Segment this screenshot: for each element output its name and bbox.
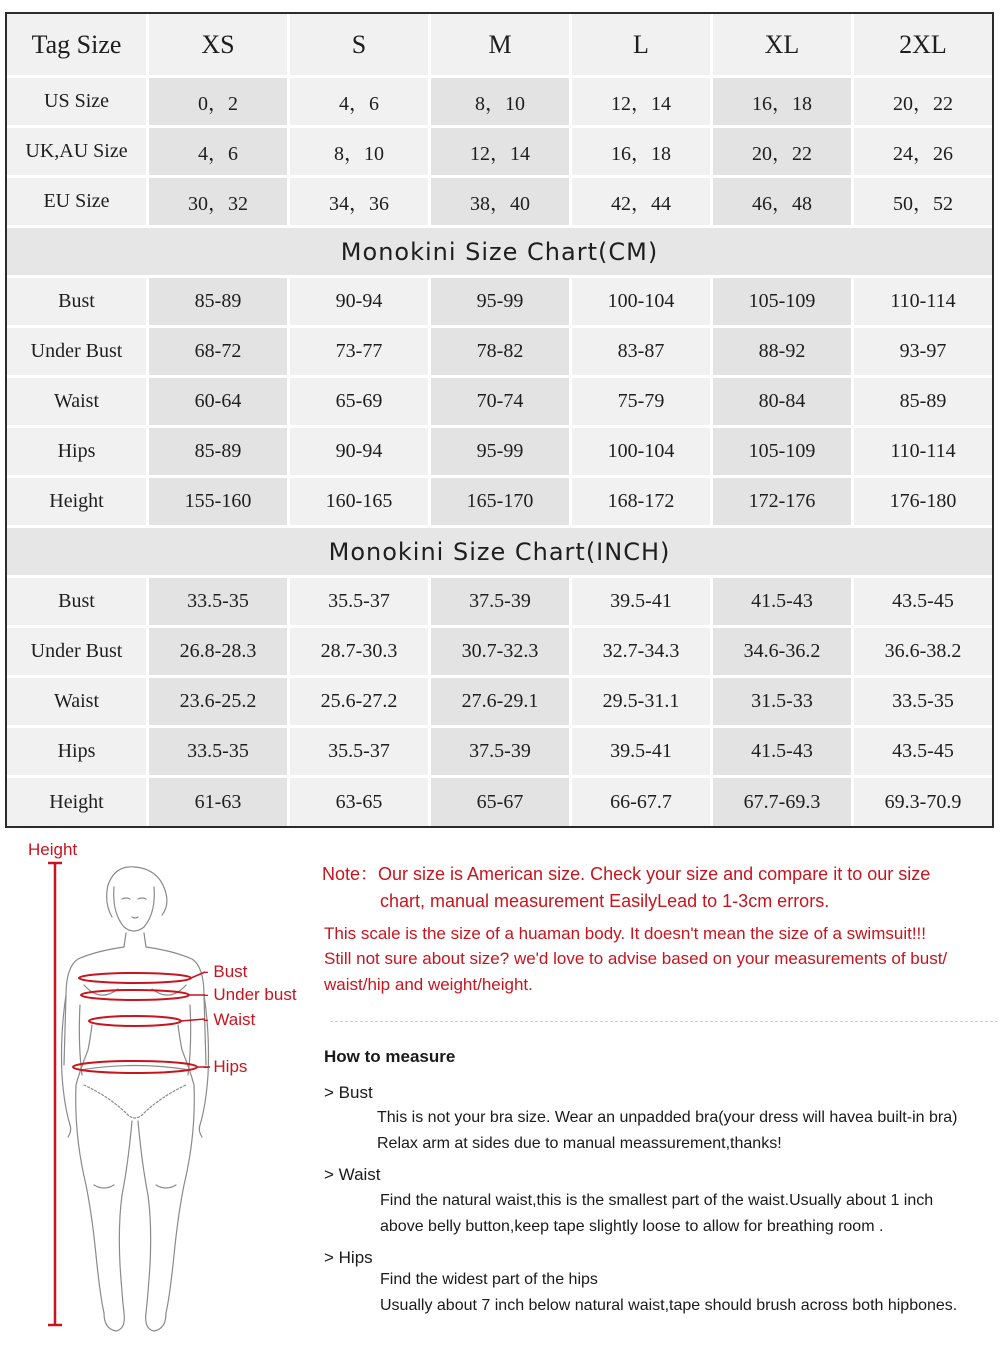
table-cell: 110-114 (854, 428, 992, 478)
row-label: Hips (7, 428, 149, 478)
bust-heading: > Bust (324, 1083, 373, 1102)
table-cell: 68-72 (149, 328, 290, 378)
table-cell: 100-104 (572, 428, 713, 478)
table-cell: 50，52 (854, 178, 992, 228)
table-row (7, 428, 992, 478)
table-cell: 67.7-69.3 (713, 778, 854, 826)
table-row (7, 778, 992, 826)
note-line-3: This scale is the size of a huaman body. It doesn't mean the size of a swimsuit!!! (324, 924, 926, 943)
row-label: UK,AU Size (7, 128, 149, 178)
table-cell: 65-67 (431, 778, 572, 826)
table-cell: 37.5-39 (431, 578, 572, 628)
table-cell: 85-89 (149, 428, 290, 478)
table-cell: 36.6-38.2 (854, 628, 992, 678)
table-cell: 90-94 (290, 278, 431, 328)
table-row (7, 578, 992, 628)
header-cell: M (431, 14, 572, 78)
table-cell: 93-97 (854, 328, 992, 378)
table-row (7, 278, 992, 328)
table-cell: 26.8-28.3 (149, 628, 290, 678)
table-row (7, 328, 992, 378)
bust-instruction-2: Relax arm at sides due to manual meassurement,thanks! (377, 1135, 782, 1152)
table-cell: 95-99 (431, 278, 572, 328)
waist-label: - Waist (203, 1010, 256, 1029)
table-cell: 33.5-35 (149, 728, 290, 778)
header-cell: Tag Size (7, 14, 149, 78)
table-cell: 100-104 (572, 278, 713, 328)
table-row (7, 78, 992, 128)
row-label: Under Bust (7, 328, 149, 378)
table-cell: 41.5-43 (713, 728, 854, 778)
table-cell: 25.6-27.2 (290, 678, 431, 728)
table-cell: 34，36 (290, 178, 431, 228)
table-cell: 73-77 (290, 328, 431, 378)
inch-section-title: Monokini Size Chart(INCH) (7, 528, 992, 578)
table-cell: 165-170 (431, 478, 572, 528)
section-divider (330, 1021, 998, 1022)
waist-instruction-2: above belly button,keep tape slightly loose to allow for breathing room . (380, 1218, 884, 1235)
body-measurement-figure (0, 835, 315, 1340)
table-cell: 43.5-45 (854, 578, 992, 628)
table-cell: 20，22 (854, 78, 992, 128)
table-cell: 39.5-41 (572, 728, 713, 778)
table-cell: 110-114 (854, 278, 992, 328)
table-cell: 85-89 (149, 278, 290, 328)
table-cell: 39.5-41 (572, 578, 713, 628)
table-cell: 12，14 (431, 128, 572, 178)
header-cell: 2XL (854, 14, 992, 78)
waist-heading: > Waist (324, 1165, 381, 1184)
table-cell: 43.5-45 (854, 728, 992, 778)
table-cell: 176-180 (854, 478, 992, 528)
table-cell: 16，18 (572, 128, 713, 178)
size-chart-table (5, 12, 994, 828)
table-cell: 34.6-36.2 (713, 628, 854, 678)
bust-instruction-1: This is not your bra size. Wear an unpadded bra(your dress will havea built-in bra) (377, 1109, 958, 1126)
row-label: Bust (7, 278, 149, 328)
table-cell: 33.5-35 (149, 578, 290, 628)
note-line-2: chart, manual measurement EasilyLead to 1-3cm errors. (380, 891, 830, 911)
header-cell: L (572, 14, 713, 78)
note-line-4: Still not sure about size? we'd love to advise based on your measurements of bust/ (324, 949, 948, 968)
table-cell: 33.5-35 (854, 678, 992, 728)
how-to-measure-heading: How to measure (324, 1047, 456, 1066)
table-cell: 78-82 (431, 328, 572, 378)
table-cell: 75-79 (572, 378, 713, 428)
table-row (7, 128, 992, 178)
table-cell: 155-160 (149, 478, 290, 528)
table-cell: 16，18 (713, 78, 854, 128)
table-cell: 69.3-70.9 (854, 778, 992, 826)
table-cell: 32.7-34.3 (572, 628, 713, 678)
table-cell: 30，32 (149, 178, 290, 228)
table-cell: 4，6 (290, 78, 431, 128)
table-cell: 27.6-29.1 (431, 678, 572, 728)
header-cell: XS (149, 14, 290, 78)
row-label: Height (7, 478, 149, 528)
table-cell: 70-74 (431, 378, 572, 428)
table-cell: 38，40 (431, 178, 572, 228)
table-cell: 105-109 (713, 278, 854, 328)
row-label: Waist (7, 378, 149, 428)
table-cell: 66-67.7 (572, 778, 713, 826)
hips-instruction-2: Usually about 7 inch below natural waist,tape should brush across both hipbones. (380, 1297, 958, 1314)
table-cell: 83-87 (572, 328, 713, 378)
body-outline-illustration (0, 835, 315, 1340)
table-cell: 8，10 (431, 78, 572, 128)
table-cell: 8，10 (290, 128, 431, 178)
table-cell: 46，48 (713, 178, 854, 228)
row-label: US Size (7, 78, 149, 128)
row-label: EU Size (7, 178, 149, 228)
table-cell: 24，26 (854, 128, 992, 178)
table-row (7, 728, 992, 778)
hips-label: - Hips (203, 1057, 248, 1076)
table-cell: 35.5-37 (290, 728, 431, 778)
table-cell: 65-69 (290, 378, 431, 428)
table-cell: 61-63 (149, 778, 290, 826)
table-row (7, 478, 992, 528)
table-cell: 95-99 (431, 428, 572, 478)
table-cell: 172-176 (713, 478, 854, 528)
header-cell: S (290, 14, 431, 78)
hips-instruction-1: Find the widest part of the hips (380, 1271, 598, 1288)
table-cell: 60-64 (149, 378, 290, 428)
table-cell: 35.5-37 (290, 578, 431, 628)
table-cell: 4，6 (149, 128, 290, 178)
hips-heading: > Hips (324, 1248, 373, 1267)
note-line-1: Note：Our size is American size. Check your size and compare it to our size (322, 864, 931, 884)
table-cell: 85-89 (854, 378, 992, 428)
table-cell: 0，2 (149, 78, 290, 128)
row-label: Height (7, 778, 149, 826)
table-cell: 105-109 (713, 428, 854, 478)
table-cell: 90-94 (290, 428, 431, 478)
cm-section-title: Monokini Size Chart(CM) (7, 228, 992, 278)
table-cell: 160-165 (290, 478, 431, 528)
table-cell: 30.7-32.3 (431, 628, 572, 678)
row-label: Bust (7, 578, 149, 628)
under-bust-label: - Under bust (203, 985, 297, 1004)
table-cell: 31.5-33 (713, 678, 854, 728)
table-row (7, 378, 992, 428)
table-cell: 63-65 (290, 778, 431, 826)
note-line-5: waist/hip and weight/height. (324, 975, 533, 994)
table-cell: 20，22 (713, 128, 854, 178)
height-label: Height (28, 840, 78, 859)
table-row (7, 178, 992, 228)
table-cell: 42，44 (572, 178, 713, 228)
table-cell: 80-84 (713, 378, 854, 428)
row-label: Hips (7, 728, 149, 778)
header-cell: XL (713, 14, 854, 78)
table-cell: 29.5-31.1 (572, 678, 713, 728)
table-cell: 41.5-43 (713, 578, 854, 628)
table-cell: 168-172 (572, 478, 713, 528)
bust-label: - Bust (203, 962, 248, 981)
table-cell: 88-92 (713, 328, 854, 378)
table-cell: 28.7-30.3 (290, 628, 431, 678)
row-label: Under Bust (7, 628, 149, 678)
waist-instruction-1: Find the natural waist,this is the smallest part of the waist.Usually about 1 inch (380, 1192, 934, 1209)
row-label: Waist (7, 678, 149, 728)
table-cell: 12，14 (572, 78, 713, 128)
table-cell: 37.5-39 (431, 728, 572, 778)
table-row (7, 628, 992, 678)
table-row (7, 678, 992, 728)
table-cell: 23.6-25.2 (149, 678, 290, 728)
table-header-row (7, 14, 992, 78)
